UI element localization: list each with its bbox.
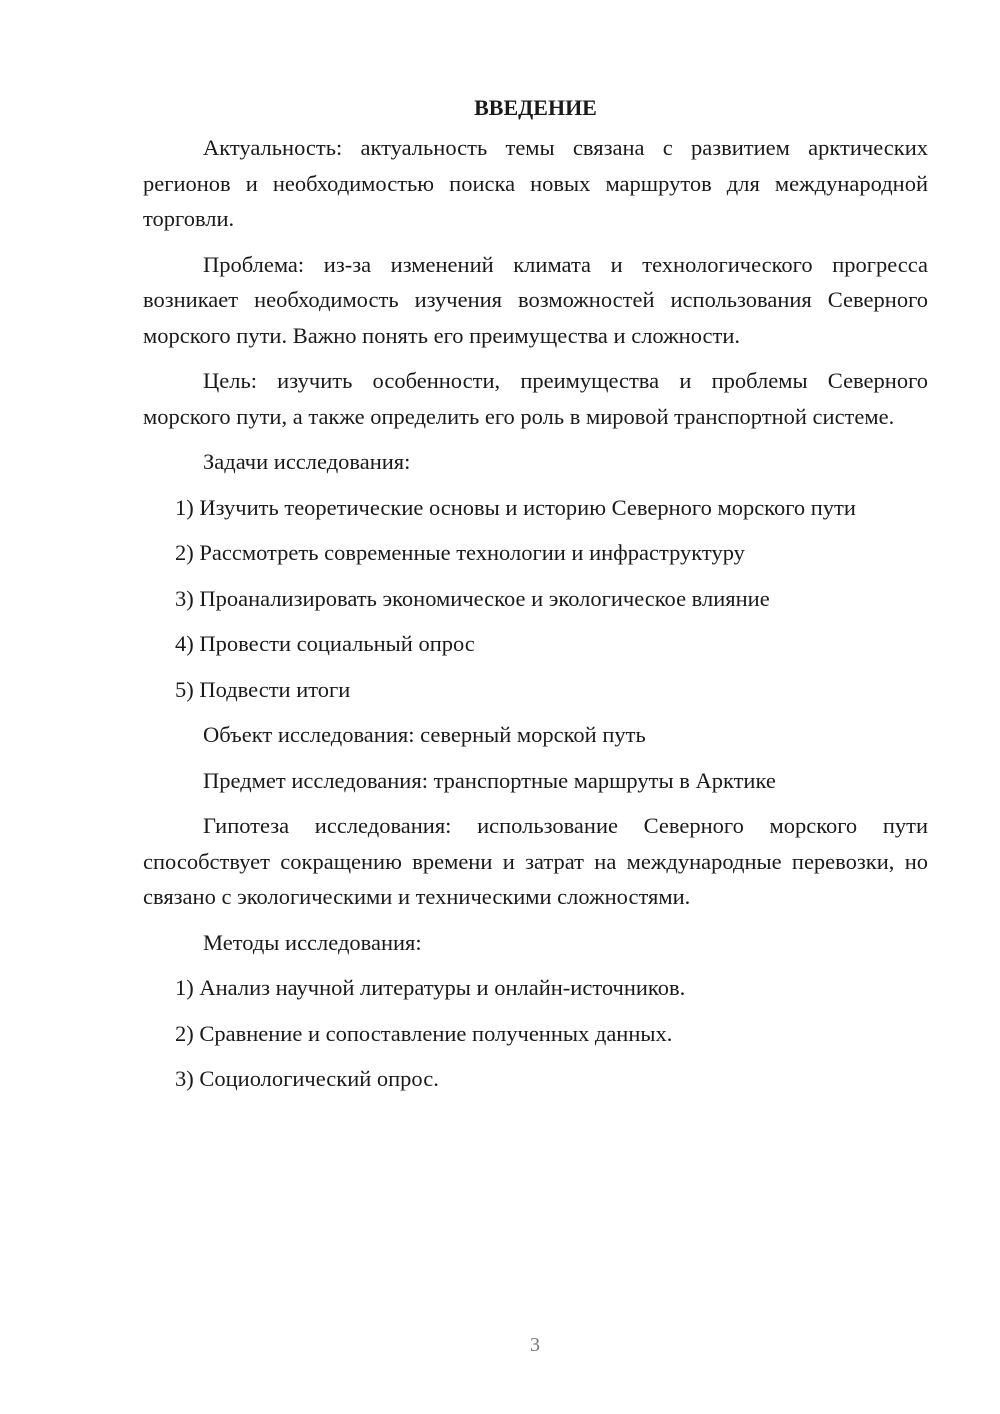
list-item: 1) Анализ научной литературы и онлайн-источников. (175, 975, 686, 1000)
page-number: 3 (530, 1334, 540, 1356)
hypothesis-paragraph: Гипотеза исследования: использование Северного морского пути способствует сокращению времени и затрат на международные перевозки, но связано с экологическими и техническими сложностями. (143, 813, 928, 909)
subject-paragraph: Предмет исследования: транспортные маршруты в Арктике (203, 767, 776, 793)
tasks-list (143, 490, 928, 708)
list-item: 3) Социологический опрос. (175, 1066, 439, 1091)
section-heading: ВВЕДЕНИЕ (474, 95, 597, 120)
list-item: 5) Подвести итоги (175, 676, 351, 702)
goal-paragraph: Цель: изучить особенности, преимущества и проблемы Северного морского пути, а также определить его роль в мировой транспортной системе. (143, 368, 928, 429)
relevance-paragraph: Актуальность: актуальность темы связана с развитием арктических регионов и необходимостью поиска новых маршрутов для международной торговли. (143, 135, 928, 231)
list-item: 3) Проанализировать экономическое и экологическое влияние (175, 585, 770, 611)
object-paragraph: Объект исследования: северный морской путь (203, 722, 646, 747)
methods-title: Методы исследования: (203, 929, 422, 955)
list-item: 2) Сравнение и сопоставление полученных данных. (175, 1020, 673, 1046)
list-item: 4) Провести социальный опрос (175, 631, 475, 656)
problem-paragraph: Проблема: из-за изменений климата и технологического прогресса возникает необходимость изучения возможностей использования Северного морского пути. Важно понять его преимущества и сложности. (143, 251, 928, 348)
document-page (143, 90, 928, 1107)
list-item: 1) Изучить теоретические основы и историю Северного морского пути (175, 494, 856, 520)
list-item: 2) Рассмотреть современные технологии и инфраструктуру (175, 540, 745, 565)
tasks-title: Задачи исследования: (203, 449, 411, 474)
methods-list (143, 970, 928, 1097)
